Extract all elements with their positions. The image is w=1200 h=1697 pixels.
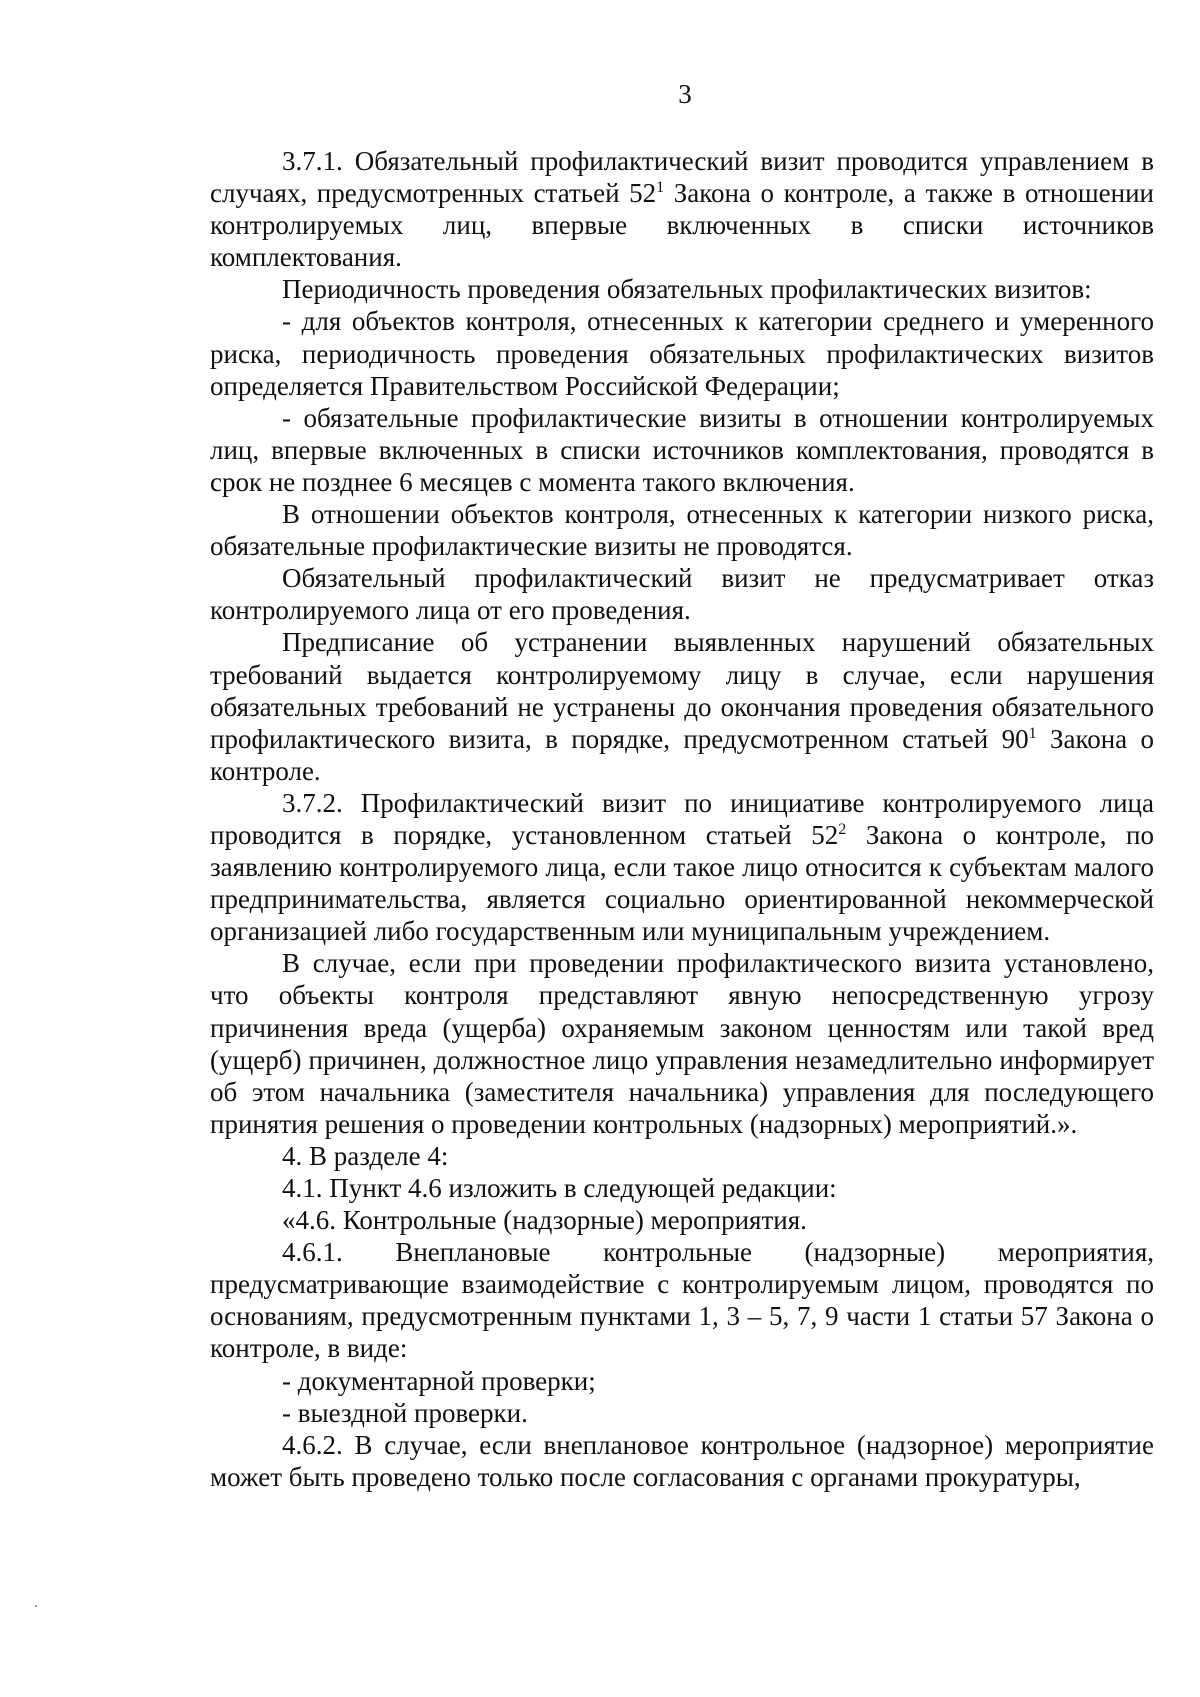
paragraph-text: Периодичность проведения обязательных профилактических визитов: xyxy=(282,274,1092,305)
paragraph-text: 4.6.1. Внеплановые контрольные (надзорные) мероприятия, предусматривающие взаимодействие с контролируемым лицом, проводятся по основаниям, предусмотренным пунктами 1, 3 – 5, 7, 9 части 1 статьи 57 Закона о контроле, в виде: xyxy=(210,1237,1154,1364)
paragraph xyxy=(210,305,1154,401)
document-body xyxy=(210,145,1154,1493)
paragraph xyxy=(210,498,1154,562)
superscript-index: 1 xyxy=(656,179,665,197)
paragraph-text: Предписание об устранении выявленных нарушений обязательных требований выдается контролируемому лицу в случае, если нарушения обязательных требований не устранены до окончания проведения обязательного профилактического визита, в порядке, предусмотренном статьей 90 xyxy=(210,627,1154,754)
paragraph xyxy=(210,562,1154,626)
paragraph-text: В отношении объектов контроля, отнесенных к категории низкого риска, обязательные профилактические визиты не проводятся. xyxy=(210,499,1154,562)
paragraph xyxy=(210,145,1154,273)
paragraph xyxy=(210,1397,1154,1429)
paragraph-text: 3.7.2. Профилактический визит по инициативе контролируемого лица проводится в порядке, установленном статьей 52 xyxy=(210,787,1154,850)
paragraph-text: - обязательные профилактические визиты в отношении контролируемых лиц, впервые включенных в списки источников комплектования, проводятся в срок не позднее 6 месяцев с момента такого включения. xyxy=(210,402,1154,497)
paragraph xyxy=(210,1429,1154,1493)
paragraph-text: 4. В разделе 4: xyxy=(282,1140,449,1171)
paragraph xyxy=(210,1365,1154,1397)
paragraph-text: В случае, если при проведении профилактического визита установлено, что объекты контроля представляют явную непосредственную угрозу причинения вреда (ущерба) охраняемым законом ценностям или такой вред (ущерб) причинен, должностное лицо управления незамедлительно информирует об этом начальника (заместителя начальника) управления для последующего принятия решения о проведении контрольных (надзорных) мероприятий.». xyxy=(210,948,1154,1139)
paragraph-text: - для объектов контроля, отнесенных к категории среднего и умеренного риска, периодичность проведения обязательных профилактических визитов определяется Правительством Российской Федерации; xyxy=(210,306,1154,401)
paragraph xyxy=(210,1204,1154,1236)
paragraph-text: «4.6. Контрольные (надзорные) мероприятия. xyxy=(282,1205,807,1236)
paragraph-text: 4.6.2. В случае, если внеплановое контрольное (надзорное) мероприятие может быть проведено только после согласования с органами прокуратуры, xyxy=(210,1429,1154,1492)
paragraph xyxy=(210,273,1154,305)
paragraph-text: 4.1. Пункт 4.6 изложить в следующей редакции: xyxy=(282,1173,837,1203)
paragraph-text: - документарной проверки; xyxy=(282,1365,596,1396)
paragraph xyxy=(210,1140,1154,1172)
paragraph xyxy=(210,626,1154,786)
page-number: 3 xyxy=(678,79,692,109)
paragraph xyxy=(210,1172,1154,1204)
paragraph-text: 3.7.1. Обязательный профилактический визит проводится управлением в случаях, предусмотренных статьей 52 xyxy=(210,146,1154,209)
paragraph xyxy=(210,787,1154,947)
scan-speck xyxy=(35,1605,37,1607)
paragraph-text: Закона о контроле, по заявлению контролируемого лица, если такое лицо относится к субъектам малого предпринимательства, является социально ориентированной некоммерческой организацией либо государственным или муниципальным учреждением. xyxy=(210,819,1155,947)
paragraph-text: Обязательный профилактический визит не предусматривает отказ контролируемого лица от его проведения. xyxy=(210,563,1154,626)
paragraph-text: Закона о контроле, а также в отношении контролируемых лиц, впервые включенных в списки источников комплектования. xyxy=(210,178,1154,273)
paragraph-text: - выездной проверки. xyxy=(282,1397,528,1428)
paragraph xyxy=(210,1236,1154,1364)
paragraph xyxy=(210,402,1154,498)
paragraph xyxy=(210,947,1154,1140)
paragraph-text: Закона о контроле. xyxy=(210,723,1154,786)
superscript-index: 2 xyxy=(838,820,847,838)
superscript-index: 1 xyxy=(1028,724,1037,742)
